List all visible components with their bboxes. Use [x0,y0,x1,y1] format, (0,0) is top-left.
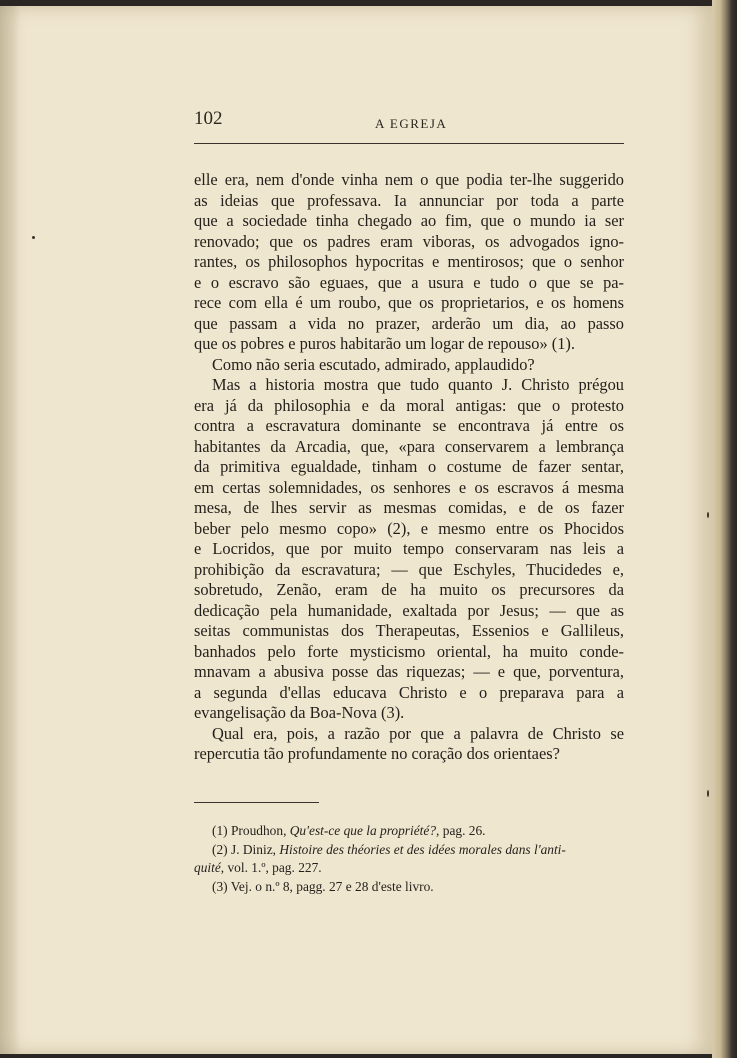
text-line: repercutia tão profundamente no coração dos orientaes? [194,744,560,763]
text-line: era já da philosophia e da moral antigas: que o protesto [194,395,624,415]
text-line: dedicação pela humanidade, exaltada por Jesus; — que as [194,600,624,620]
page-binding-shadow [0,6,20,1054]
footnote-text: Proudhon, [230,823,290,838]
footnote-text: , vol. 1.º, pag. 227. [220,860,322,875]
paper-speck [707,512,709,518]
text-line: rece com ella é um roubo, que os proprietarios, e os homens [194,293,624,312]
header-rule [194,143,624,144]
text-line: beber pelo mesmo copo» (2), e mesmo entre os Phocidos [194,518,624,538]
text-line: mnavam a abusiva posse das riquezas; — e que, porventura, [194,662,624,681]
text-line: mesa, de lhes servir as mesmas comidas, e de os fazer [194,498,624,517]
text-line: Qual era, pois, a razão por que a palavra de Christo se [212,723,624,743]
text-line: e o escravo são eguaes, que a usura e tudo o que se pa- [194,272,624,292]
text-line: a segunda d'ellas educava Christo e o preparava para a [194,682,624,702]
text-line: Mas a historia mostra que tudo quanto J. Christo prégou [212,375,624,394]
running-title: A EGREJA [375,116,448,131]
footnote-text: J. Diniz, [230,841,280,857]
footnote-2 [212,841,624,860]
text-line: prohibição da escravatura; — que Eschyles, Thucidedes e, [194,559,624,579]
footnote-marker: (3) [212,878,228,894]
footnote-text: Vej. o n.º 8, pagg. 27 e 28 d'este livro. [230,878,434,894]
text-line: em certas solemnidades, os senhores e os escravos á mesma [194,477,624,497]
text-line: e Locridos, que por muito tempo conservaram nas leis a [194,539,624,558]
footnote-title: quité [194,860,221,875]
paper-speck [32,236,35,239]
footnote-title: Qu'est-ce que la propriété? [289,823,437,838]
text-line: sobretudo, Zenão, eram de ha muito os precursores da [194,580,624,599]
footnote-marker: (1) [212,823,228,838]
text-line: da primitiva egualdade, tinham o costume de fazer sentar, [194,457,624,476]
text-line: que os pobres e puros habitarão um logar de repouso» (1). [194,334,575,353]
text-line: seitas communistas dos Therapeutas, Essenios e Gallileus, [194,621,624,640]
page-header [194,108,624,138]
text-line: evangelisação da Boa-Nova (3). [194,703,405,722]
text-line: banhados pelo forte mysticismo oriental, ha muito conde- [194,641,624,661]
text-line: rantes, os philosophos hypocritas e mentirosos; que o senhor [194,252,624,271]
text-line: contra a escravatura dominante se encontrava já entre os [194,416,624,435]
body-text [194,170,624,765]
page-edge [712,0,737,1058]
footnote-title: Histoire des théories et des idées morales dans l'anti- [279,841,566,857]
footnote-rule [194,802,319,803]
footnote-2-continued [194,859,624,878]
text-line: Como não seria escutado, admirado, applaudido? [212,354,535,374]
text-line: renovado; que os padres eram viboras, os advogados igno- [194,231,624,251]
text-line: elle era, nem d'onde vinha nem o que podia ter-lhe suggerido [194,170,624,189]
page-number: 102 [194,108,223,129]
text-line: que passam a vida no prazer, arderão um dia, ao passo [194,313,624,333]
footnotes [194,822,624,896]
footnote-3 [212,878,624,897]
footnote-marker: (2) [212,841,228,857]
footnote-text: , pag. 26. [436,823,486,838]
paper-speck [707,790,709,797]
text-line: habitantes da Arcadia, que, «para conservarem a lembrança [194,436,624,456]
footnote-1 [212,822,624,841]
text-line: as ideias que professava. Ia annunciar por toda a parte [194,190,624,210]
text-line: que a sociedade tinha chegado ao fim, que o mundo ia ser [194,211,624,230]
